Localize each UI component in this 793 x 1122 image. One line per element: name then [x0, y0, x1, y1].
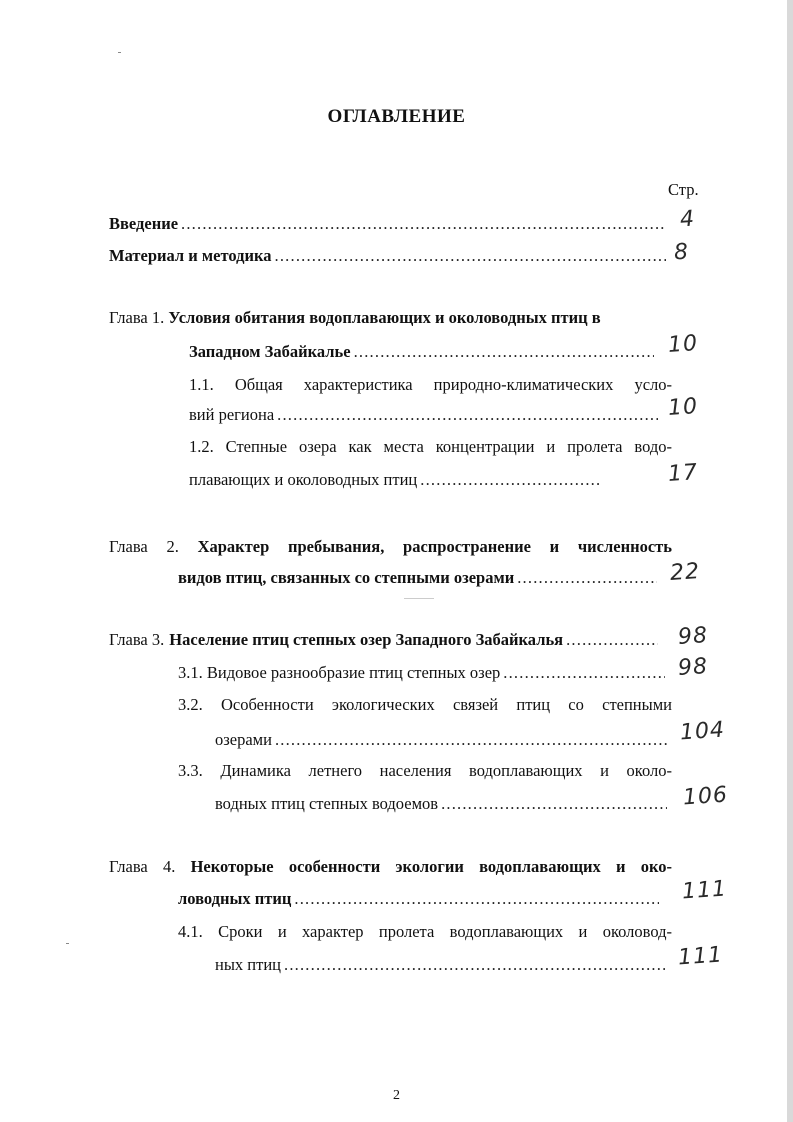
- chapter-title: видов птиц, связанных со степными озерами: [178, 568, 515, 587]
- scan-speck: [66, 943, 69, 944]
- handwritten-page-number: 10: [667, 330, 699, 359]
- handwritten-page-number: 98: [677, 622, 709, 651]
- scan-edge: [787, 0, 793, 1122]
- section-title: ных птиц: [215, 955, 281, 974]
- leader-dots: [354, 342, 654, 362]
- toc-section-3-2-line2: [215, 730, 670, 750]
- toc-section-4-1-line2: [215, 955, 668, 975]
- toc-entry-methods: [109, 246, 669, 266]
- toc-section-1-1-line2: [189, 405, 661, 425]
- chapter-title: Условия обитания водоплавающих и околоводных птиц в: [168, 308, 601, 327]
- chapter-title: Характер пребывания, распространение и численность: [197, 537, 673, 556]
- page-number: 2: [393, 1088, 400, 1103]
- section-title: водных птиц степных водоемов: [215, 794, 439, 813]
- toc-chapter-1-line1: [109, 308, 601, 328]
- leader-dots: [181, 214, 666, 234]
- section-title: озерами: [215, 730, 272, 749]
- chapter-title: ловодных птиц: [178, 889, 292, 908]
- scan-speck: [404, 598, 434, 599]
- handwritten-page-number: 111: [677, 942, 724, 971]
- handwritten-page-number: 22: [669, 558, 701, 587]
- toc-chapter-1-line2: [189, 342, 657, 362]
- toc-entry-intro: [109, 214, 669, 234]
- section-title: плавающих и околоводных птиц: [189, 470, 418, 489]
- chapter-title: Население птиц степных озер Западного Забайкалья: [169, 630, 564, 649]
- toc-chapter-3-line1: [109, 630, 661, 650]
- toc-chapter-2-line2: [178, 568, 660, 588]
- toc-title: ОГЛАВЛЕНИЕ: [327, 106, 466, 127]
- chapter-title: Некоторые особенности экологии водоплавающих и око-: [190, 857, 672, 876]
- handwritten-page-number: 10: [667, 393, 699, 422]
- toc-section-3-2-line1: 3.2. Особенности экологических связей птиц со степными: [178, 695, 672, 714]
- toc-entry-label: Материал и методика: [109, 246, 272, 265]
- leader-dots: [294, 889, 659, 909]
- chapter-title: Западном Забайкалье: [189, 342, 351, 361]
- leader-dots: [517, 568, 657, 588]
- handwritten-page-number: 98: [677, 653, 709, 682]
- chapter-prefix: Глава 1.: [109, 308, 165, 327]
- leader-dots: [503, 663, 665, 683]
- leader-dots: [275, 246, 666, 266]
- chapter-prefix: Глава 3.: [109, 630, 165, 649]
- toc-chapter-4-line2: [178, 889, 662, 909]
- leader-dots: [441, 794, 667, 814]
- handwritten-page-number: 17: [667, 459, 699, 488]
- toc-section-4-1-line1: 4.1. Сроки и характер пролета водоплавающих и околовод-: [178, 922, 672, 941]
- section-title: 3.1. Видовое разнообразие птиц степных озер: [178, 663, 501, 682]
- leader-dots: [420, 470, 600, 490]
- toc-section-3-1: [178, 663, 668, 683]
- toc-chapter-2-line1: [109, 537, 672, 557]
- leader-dots: [277, 405, 658, 425]
- handwritten-page-number: 104: [679, 717, 726, 746]
- leader-dots: [284, 955, 665, 975]
- handwritten-page-number: 106: [682, 782, 729, 811]
- chapter-prefix: Глава 4.: [109, 857, 176, 876]
- toc-section-3-3-line1: 3.3. Динамика летнего населения водоплавающих и около-: [178, 761, 672, 780]
- page-column-label: Стр.: [668, 180, 699, 199]
- toc-section-3-3-line2: [215, 794, 670, 814]
- leader-dots: [566, 630, 658, 650]
- handwritten-page-number: 8: [673, 239, 690, 266]
- chapter-prefix: Глава 2.: [109, 537, 179, 556]
- section-title: вий региона: [189, 405, 275, 424]
- leader-dots: [275, 730, 667, 750]
- handwritten-page-number: 4: [679, 206, 696, 233]
- toc-chapter-4-line1: [109, 857, 672, 877]
- scan-speck: [118, 52, 121, 53]
- toc-section-1-2-line1: 1.2. Степные озера как места концентрации и пролета водо-: [189, 437, 672, 456]
- toc-section-1-2-line2: [189, 470, 603, 490]
- handwritten-page-number: 111: [681, 876, 728, 905]
- toc-entry-label: Введение: [109, 214, 179, 233]
- toc-section-1-1-line1: 1.1. Общая характеристика природно-климатических усло-: [189, 375, 672, 394]
